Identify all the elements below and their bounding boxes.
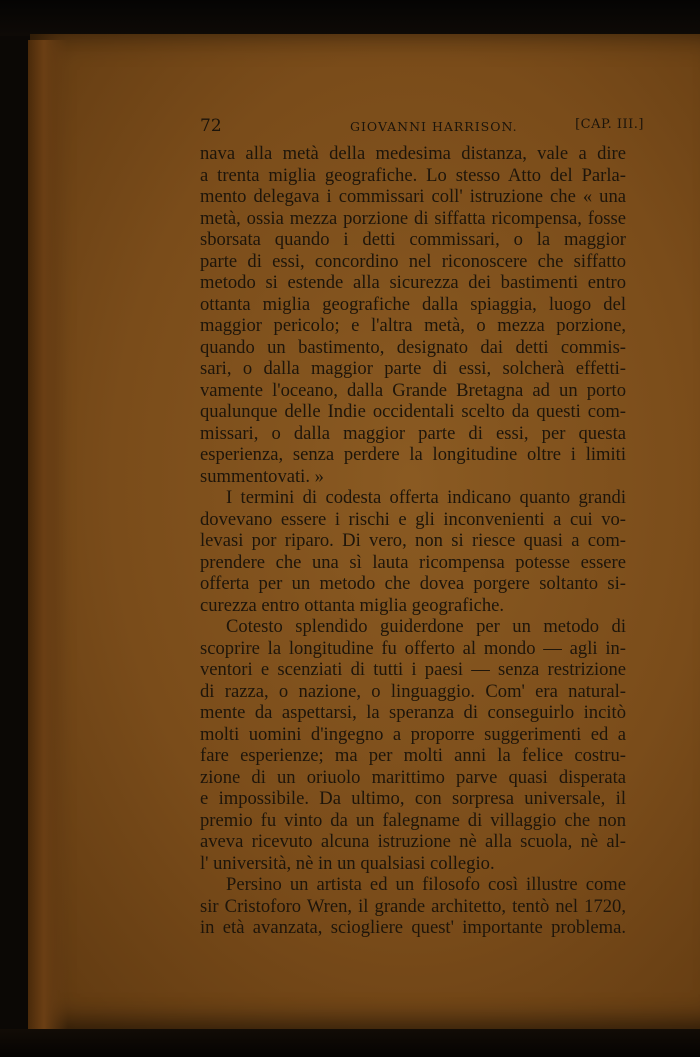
text-line: l' università, nè in un qualsiasi collegio.	[200, 852, 495, 874]
text-line: zione di un oriuolo marittimo parve quasi disperata	[200, 766, 626, 788]
text-line: levasi por riparo. Di vero, non si riesce quasi a com-	[200, 530, 626, 551]
text-line: metà, ossia mezza porzione di siffatta ricompensa, fosse	[200, 207, 626, 229]
text-line: a trenta miglia geografiche. Lo stesso Atto del Parla-	[200, 164, 626, 186]
text-line: in età avanzata, sciogliere quest' importante problema.	[200, 917, 626, 938]
text-line: di razza, o nazione, o linguaggio. Com' era natural-	[200, 680, 626, 702]
text-line: ventori e scenziati di tutti i paesi — senza restrizione	[200, 659, 626, 680]
text-line: Persino un artista ed un filosofo così illustre come	[226, 874, 626, 895]
text-line: maggior pericolo; e l'altra metà, o mezza porzione,	[200, 315, 626, 336]
chapter-reference: [CAP. III.]	[575, 117, 644, 132]
text-line: mento delegava i commissari coll' istruzione che « una	[200, 186, 626, 207]
paragraph-3	[200, 616, 626, 874]
text-line: missari, o dalla maggior parte di essi, per questa	[200, 422, 626, 444]
text-line: molti uomini d'ingegno a proporre suggerimenti ed a	[200, 723, 626, 745]
body-text	[200, 143, 626, 939]
text-line: qualunque delle Indie occidentali scelto da questi com-	[200, 401, 626, 422]
paragraph-4	[200, 874, 626, 939]
text-line: scoprire la longitudine fu offerto al mondo — agli in-	[200, 637, 626, 659]
text-line: I termini di codesta offerta indicano quanto grandi	[226, 487, 626, 508]
text-line: Cotesto splendido guiderdone per un metodo di	[226, 616, 626, 637]
text-line: mente da aspettarsi, la speranza di conseguirlo incitò	[200, 702, 626, 723]
paragraph-2	[200, 487, 626, 616]
text-line: nava alla metà della medesima distanza, vale a dire	[200, 143, 626, 164]
text-line: prendere che una sì lauta ricompensa potesse essere	[200, 551, 626, 573]
text-line: sir Cristoforo Wren, il grande architetto, tentò nel 1720,	[200, 895, 626, 917]
text-line: metodo si estende alla sicurezza dei bastimenti entro	[200, 272, 626, 293]
text-line: parte di essi, concordino nel riconoscere che siffatto	[200, 250, 626, 272]
text-line: premio fu vinto da un falegname di villaggio che non	[200, 809, 626, 831]
text-line: offerta per un metodo che dovea porgere soltanto si-	[200, 573, 626, 594]
text-line: e impossibile. Da ultimo, con sorpresa universale, il	[200, 788, 626, 809]
running-header	[200, 116, 644, 138]
page-gutter-edge	[28, 40, 68, 1030]
text-line: quando un bastimento, designato dai detti commis-	[200, 336, 626, 358]
text-line: sari, o dalla maggior parte di essi, solcherà effetti-	[200, 358, 626, 379]
text-line: aveva ricevuto alcuna istruzione nè alla scuola, nè al-	[200, 831, 626, 852]
paragraph-1	[200, 143, 626, 487]
top-shadow	[0, 0, 700, 36]
text-line: sborsata quando i detti commissari, o la maggior	[200, 229, 626, 250]
running-title: GIOVANNI HARRISON.	[350, 119, 518, 134]
bottom-shadow	[0, 1029, 700, 1057]
text-line: summentovati. »	[200, 465, 324, 487]
text-line: fare esperienze; ma per molti anni la felice costru-	[200, 745, 626, 766]
text-line: curezza entro ottanta miglia geografiche.	[200, 594, 505, 616]
text-line: vamente l'oceano, dalla Grande Bretagna ad un porto	[200, 379, 626, 401]
text-line: dovevano essere i rischi e gli inconvenienti a cui vo-	[200, 508, 626, 530]
text-line: ottanta miglia geografiche dalla spiaggia, luogo del	[200, 293, 626, 315]
text-line: esperienza, senza perdere la longitudine oltre i limiti	[200, 444, 626, 465]
page-number: 72	[200, 116, 222, 136]
